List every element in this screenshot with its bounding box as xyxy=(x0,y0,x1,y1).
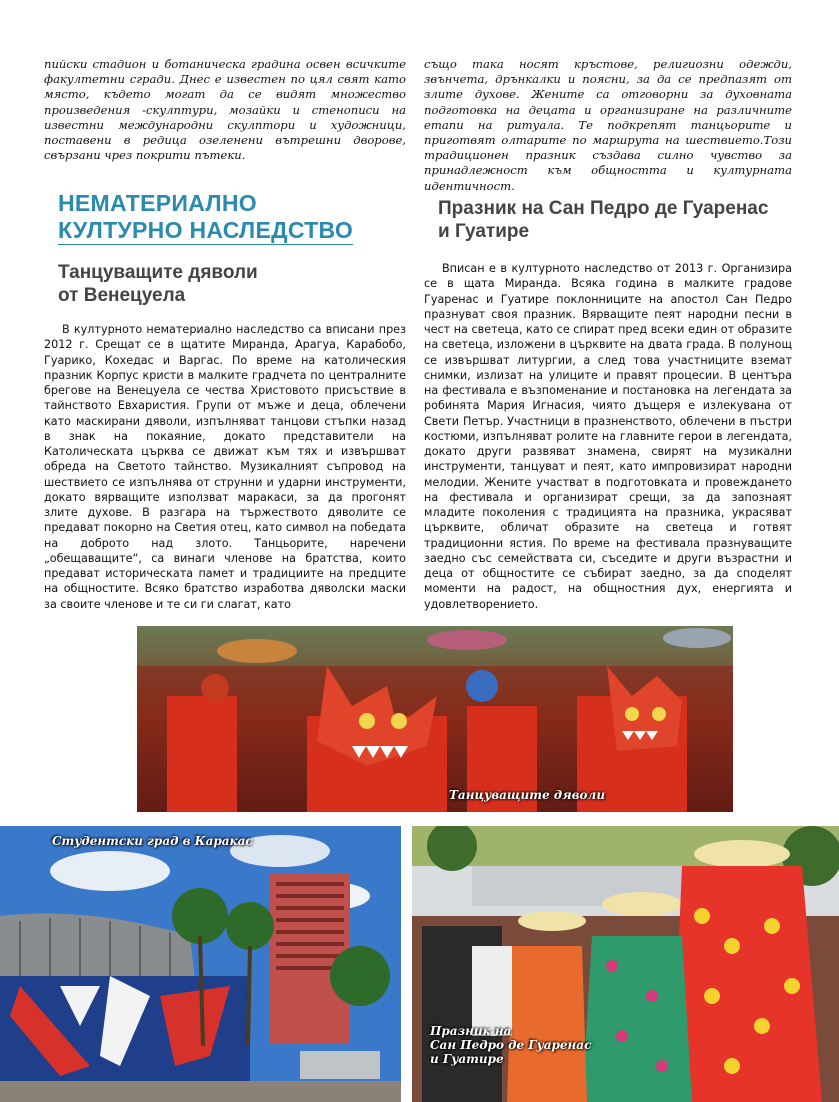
right-subheading-line1: Празник на Сан Педро де Гуаренас xyxy=(438,198,769,219)
top-left-paragraph xyxy=(44,57,406,163)
left-subheading-line2: от Венецуела xyxy=(58,285,186,306)
caracas-illustration xyxy=(0,826,401,1102)
left-body xyxy=(44,322,406,612)
caption-festival-line2: Сан Педро де Гуаренас xyxy=(430,1038,592,1052)
caracas-university-photo xyxy=(0,826,401,1102)
section-heading-line2: КУЛТУРНО НАСЛЕДСТВО xyxy=(58,217,354,243)
dancing-devils-illustration xyxy=(137,626,733,812)
paragraph-text: пийски стадион и ботаническа градина освен всичките факултетни сгради. Днес е известен по цял свят като място, където могат да се видят множество произведения -скулптури, мозайки и стенописи на известни международни скулптори и художници, поставени в редица озеленени вътрешни дворове, свързани чрез покрити пътеки. xyxy=(44,57,406,163)
caption-caracas: Студентски град в Каракас xyxy=(52,834,253,848)
dancing-devils-photo xyxy=(137,626,733,812)
right-body-text: Вписан е в културното наследство от 2013 г. Организира се в щата Миранда. Всяка година в малките градове Гуаренас и Гуатире поклонниците на апостол Сан Педро празнуват своя празник. Вярващите пеят народни песни в чест на светеца, като се спират пред всеки един от образите на светеца, изложени в църквите на двата града. В полунощ се извършват литургии, а след това участниците вземат снимки, излизат на улиците и правят процесии. В центъра на фестивала е възпоменание и постановка на легендата за робинята Мария Игнасия, чиято дъщеря е излекувана от Свети Петър. Участници в празненството, облечени в пъстри костюми, изпълняват ролите на главните герои в легендата, докато други развяват знамена, свирят на музикални инструменти, танцуват и пеят, като импровизират народни мелодии. Жените участват в подготовката и провеждането на фестивала и организират срещи, за да запознаят младите поколения с традицията на празника, украсяват църквите, обличат образите на светеца и готвят традиционни ястия. По време на фестивала празнуващите заедно със семействата си, съседите и други възрастни и деца от общностите се събират заедно, за да споделят моменти на радост, на общностния дух, енергията и удовлетворението. xyxy=(424,262,792,611)
section-heading xyxy=(58,190,353,245)
caption-festival xyxy=(430,1024,591,1066)
right-body xyxy=(424,261,792,612)
caption-dancing-devils: Танцуващите дяволи xyxy=(449,788,606,802)
caption-festival-line1: Празник на xyxy=(430,1024,512,1038)
paragraph-text: също така носят кръстове, религиозни одежди, звънчета, дрънкалки и поясни, за да се предпазят от злите духове. Жените са отговорни за духовната подготовка на децата и организиране на различните етапи на ритуала. Те подкрепят танцьорите и приготвят олтарите по маршрута на шествието.Този традиционен празник създава силно чувство за принадлежност към общността и културната идентичност. xyxy=(424,57,792,193)
left-subheading xyxy=(58,261,258,307)
san-pedro-festival-photo xyxy=(412,826,839,1102)
top-right-paragraph xyxy=(424,57,792,194)
left-body-text: В културното нематериално наследство са вписани през 2012 г. Срещат се в щатите Миранда, Арагуа, Карабобо, Гуарико, Кохедас и Варгас. По време на католическия празник Корпус кристи в малките градчета по централните брегове на Венецуела се чества Христовото присъствие в тайнството Евхаристия. Групи от мъже и деца, облечени като маскирани дяволи, изпълняват танцови стъпки назад в знак на покаяние, докато представители на Католическата църква се движат към тях и извършват обреда на Светото тайнство. Музикалният съпровод на шествието се изпълнява от струнни и ударни инструменти, докато вярващите използват маракаси, за да прогонят злите духове. В разгара на тържеството дяволите се предават покорно на Светия отец, като символ на победата на доброто над злото. Танцьорите, наречени „обещаващите“, са винаги членове на братства, които предават историческата памет и традициите на предците на общностите. Всяко братство изработва дяволски маски за своите членове и те си ги слагат, като xyxy=(44,323,406,611)
left-subheading-line1: Танцуващите дяволи xyxy=(58,262,258,283)
right-subheading-line2: и Гуатире xyxy=(438,221,530,242)
right-subheading xyxy=(438,197,768,243)
caption-festival-line3: и Гуатире xyxy=(430,1052,504,1066)
section-heading-line1: НЕМАТЕРИАЛНО xyxy=(58,190,257,216)
